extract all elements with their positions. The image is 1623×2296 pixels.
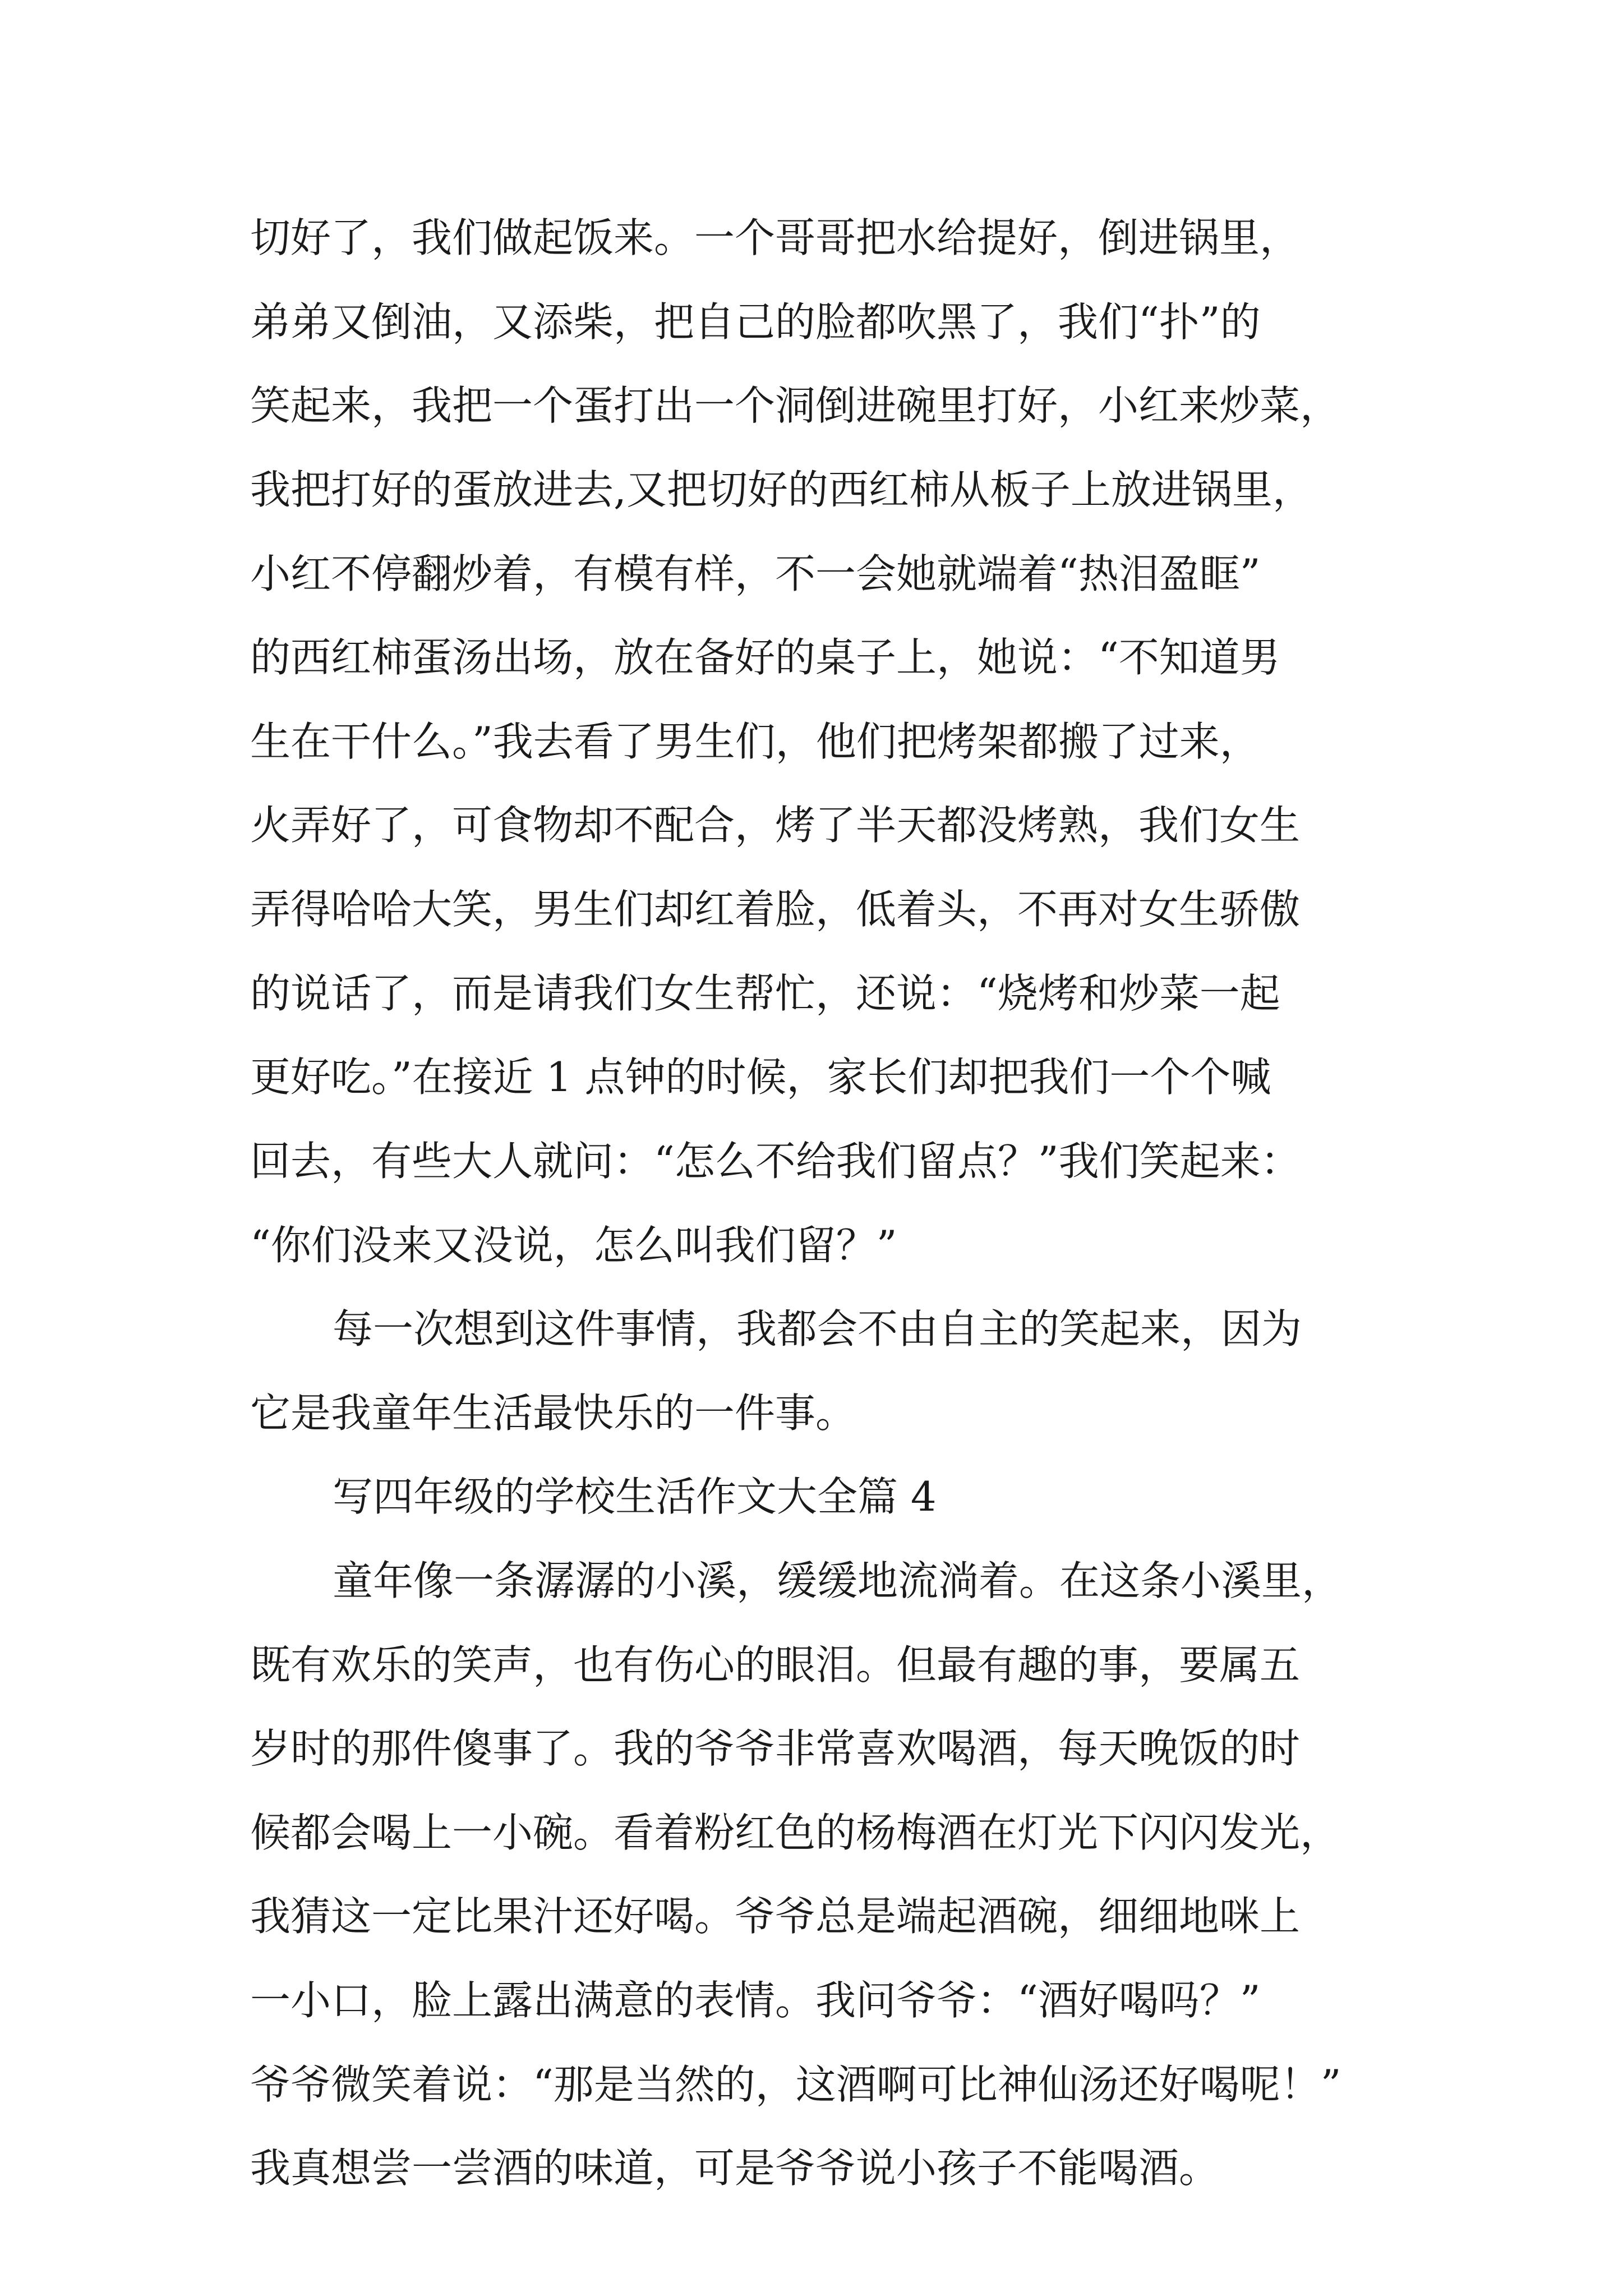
text-line: 笑起来，我把一个蛋打出一个洞倒进碗里打好，小红来炒菜， [250, 382, 1341, 429]
text-line: 我真想尝一尝酒的味道，可是爷爷说小孩子不能喝酒。 [250, 2145, 1220, 2192]
text-line: 生在干什么。”我去看了男生们，他们把烤架都搬了过来， [250, 718, 1260, 765]
text-line: 的西红柿蛋汤出场，放在备好的桌子上，她说：“不知道男 [250, 634, 1280, 681]
section-heading: 写四年级的学校生活作文大全篇 4 [333, 1473, 937, 1520]
text-line: 回去，有些大人就问：“怎么不给我们留点？”我们笑起来： [250, 1138, 1301, 1185]
text-line: “你们没来又没说，怎么叫我们留？” [250, 1222, 897, 1269]
text-line: 弄得哈哈大笑，男生们却红着脸，低着头，不再对女生骄傲 [250, 886, 1301, 933]
paragraph-first-line: 每一次想到这件事情，我都会不由自主的笑起来，因为 [333, 1305, 1302, 1352]
text-line: 岁时的那件傻事了。我的爷爷非常喜欢喝酒，每天晚饭的时 [250, 1725, 1301, 1772]
text-line: 切好了，我们做起饭来。一个哥哥把水给提好，倒进锅里， [250, 214, 1301, 261]
text-line: 它是我童年生活最快乐的一件事。 [250, 1389, 856, 1437]
text-line: 更好吃。”在接近 1 点钟的时候，家长们却把我们一个个喊 [250, 1053, 1271, 1101]
paragraph-first-line: 童年像一条潺潺的小溪，缓缓地流淌着。在这条小溪里， [333, 1557, 1343, 1604]
text-line: 的说话了，而是请我们女生帮忙，还说：“烧烤和炒菜一起 [250, 970, 1280, 1017]
text-line: 火弄好了，可食物却不配合，烤了半天都没烤熟，我们女生 [250, 802, 1301, 849]
text-line: 我猜这一定比果汁还好喝。爷爷总是端起酒碗，细细地咪上 [250, 1893, 1301, 1940]
text-line: 我把打好的蛋放进去,又把切好的西红柿从板子上放进锅里， [250, 466, 1313, 513]
text-line: 小红不停翻炒着，有模有样，不一会她就端着“热泪盈眶” [250, 550, 1261, 597]
text-line: 一小口，脸上露出满意的表情。我问爷爷：“酒好喝吗？” [250, 1977, 1261, 2024]
text-line: 候都会喝上一小碗。看着粉红色的杨梅酒在灯光下闪闪发光， [250, 1809, 1341, 1856]
text-line: 既有欢乐的笑声，也有伤心的眼泪。但最有趣的事，要属五 [250, 1641, 1301, 1688]
text-line: 爷爷微笑着说：“那是当然的，这酒啊可比神仙汤还好喝呢！” [250, 2061, 1341, 2108]
text-line: 弟弟又倒油，又添柴，把自己的脸都吹黑了，我们“扑”的 [250, 298, 1261, 346]
